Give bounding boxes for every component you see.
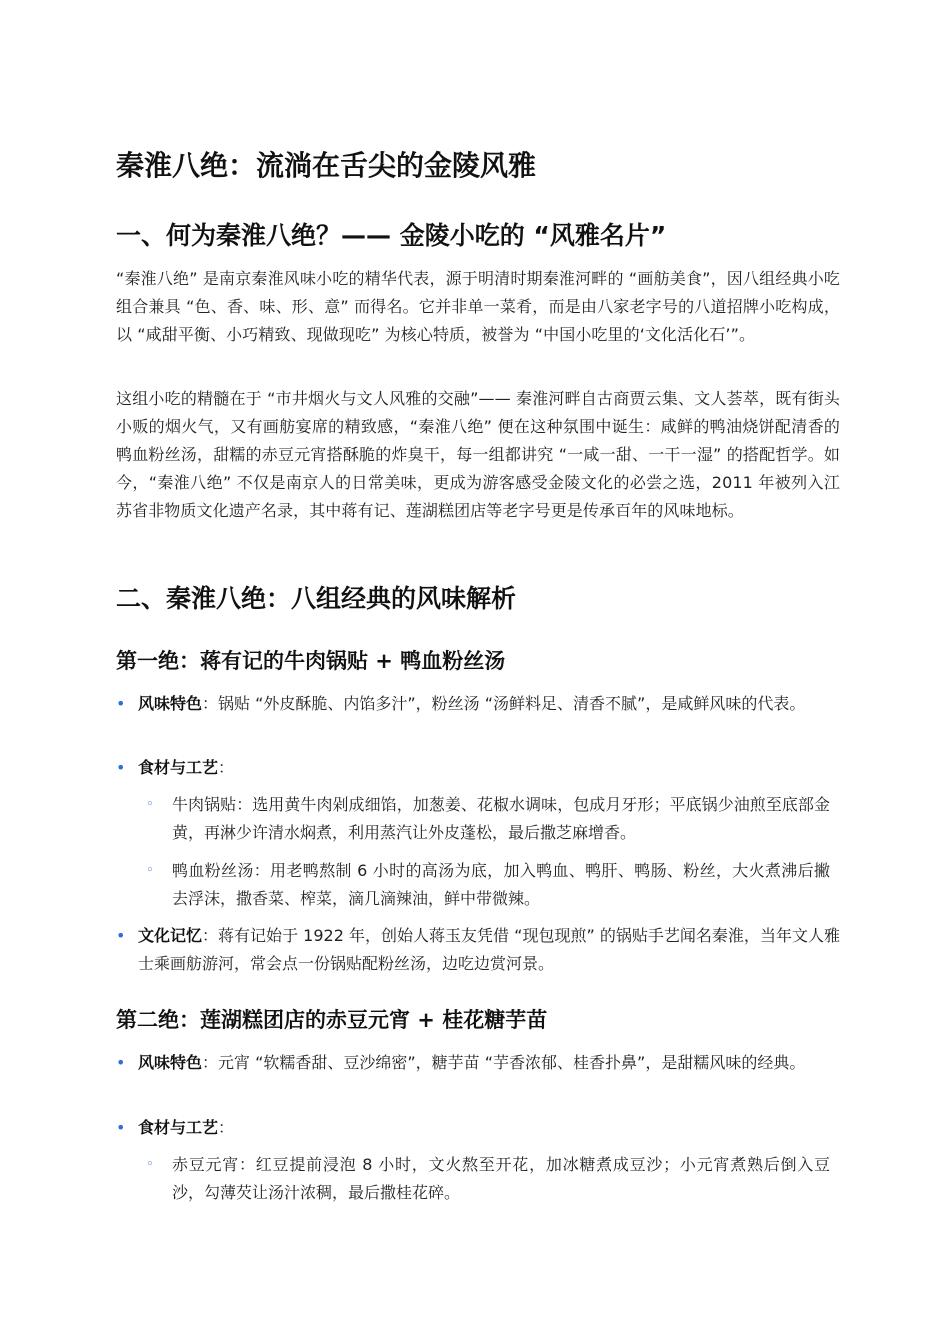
flavor-text: ：锅贴 “外皮酥脆、内馅多汁”，粉丝汤 “汤鲜料足、清香不腻”，是咸鲜风味的代表。 (202, 694, 806, 713)
craft-colon: ： (218, 758, 235, 777)
section-1-heading: 一、何为秦淮八绝？—— 金陵小吃的 “风雅名片” (116, 221, 667, 250)
section-2-heading: 二、秦淮八绝：八组经典的风味解析 (116, 584, 517, 613)
craft-label: 食材与工艺 (138, 758, 219, 777)
memory-text: ：蒋有记始于 1922 年，创始人蒋玉友凭借 “现包现煎” 的锅贴手艺闻名秦淮，当年文人雅士乘画舫游河，常会点一份锅贴配粉丝汤，边吃边赏河景。 (138, 926, 840, 973)
section-1-paragraph-1: “秦淮八绝” 是南京秦淮风味小吃的精华代表，源于明清时期秦淮河畔的 “画舫美食”，因八组经典小吃组合兼具 “色、香、味、形、意” 而得名。它并非单一菜肴，而是由八家老字号的八道招牌小吃构成，以 “咸甜平衡、小巧精致、现做现吃” 为核心特质，被誉为 “中国小吃里的‘文化活化石’”。 (116, 269, 840, 344)
bullet-dot-icon: • (116, 1118, 126, 1137)
jue-1-craft-item (116, 754, 840, 782)
flavor-label: 风味特色 (138, 694, 203, 713)
bullet-dot-icon: • (116, 694, 126, 713)
flavor-text: ：元宵 “软糯香甜、豆沙绵密”，糖芋苗 “芋香浓郁、桂香扑鼻”，是甜糯风味的经典。 (202, 1053, 806, 1072)
craft-label: 食材与工艺 (138, 1118, 219, 1137)
circle-bullet-icon: ◦ (146, 863, 154, 878)
circle-bullet-icon: ◦ (146, 797, 154, 812)
sub-item-text: 牛肉锅贴：选用黄牛肉剁成细馅，加葱姜、花椒水调味，包成月牙形；平底锅少油煎至底部金黄，再淋少许清水焖煮，利用蒸汽让外皮蓬松，最后撒芝麻增香。 (172, 795, 830, 842)
list-item-text (138, 690, 840, 718)
sub-item-text: 鸭血粉丝汤：用老鸭熬制 6 小时的高汤为底，加入鸭血、鸭肝、鸭肠、粉丝，大火煮沸后撇去浮沫，撒香菜、榨菜，滴几滴辣油，鲜中带微辣。 (172, 861, 830, 908)
flavor-label: 风味特色 (138, 1053, 203, 1072)
craft-colon: ： (218, 1118, 235, 1137)
list-item-text (138, 754, 840, 782)
jue-1-flavor-item (116, 690, 840, 718)
jue-1-craft-sub-2 (146, 857, 830, 913)
jue-2-craft-item (116, 1114, 840, 1142)
circle-bullet-icon: ◦ (146, 1157, 154, 1172)
sub-item-text: 赤豆元宵：红豆提前浸泡 8 小时，文火熬至开花，加冰糖煮成豆沙；小元宵煮熟后倒入豆沙，勾薄芡让汤汁浓稠，最后撒桂花碎。 (172, 1155, 830, 1202)
section-1-paragraph-2: 这组小吃的精髓在于 “市井烟火与文人风雅的交融”—— 秦淮河畔自古商贾云集、文人荟萃，既有街头小贩的烟火气，又有画舫宴席的精致感，“秦淮八绝” 便在这种氛围中诞生：咸鲜的鸭油烧饼配清香的鸭血粉丝汤，甜糯的赤豆元宵搭酥脆的炸臭干，每一组都讲究 “一咸一甜、一干一湿” 的搭配哲学。如今，“秦淮八绝” 不仅是南京人的日常美味，更成为游客感受金陵文化的必尝之选，2011 年被列入江苏省非物质文化遗产名录，其中蒋有记、莲湖糕团店等老字号更是传承百年的风味地标。 (116, 389, 840, 520)
bullet-dot-icon: • (116, 758, 126, 777)
jue-2-craft-sub-1 (146, 1151, 830, 1207)
jue-1-craft-sub-1 (146, 791, 830, 847)
list-item-text (138, 1049, 840, 1077)
jue-1-memory-item (116, 922, 840, 978)
list-item-text (138, 922, 840, 978)
document-title: 秦淮八绝：流淌在舌尖的金陵风雅 (116, 149, 537, 182)
jue-1-heading: 第一绝：蒋有记的牛肉锅贴 + 鸭血粉丝汤 (116, 649, 506, 673)
bullet-dot-icon: • (116, 1053, 126, 1072)
jue-2-flavor-item (116, 1049, 840, 1077)
memory-label: 文化记忆 (138, 926, 203, 945)
bullet-dot-icon: • (116, 926, 126, 945)
jue-2-heading: 第二绝：莲湖糕团店的赤豆元宵 + 桂花糖芋苗 (116, 1008, 548, 1032)
list-item-text (138, 1114, 840, 1142)
